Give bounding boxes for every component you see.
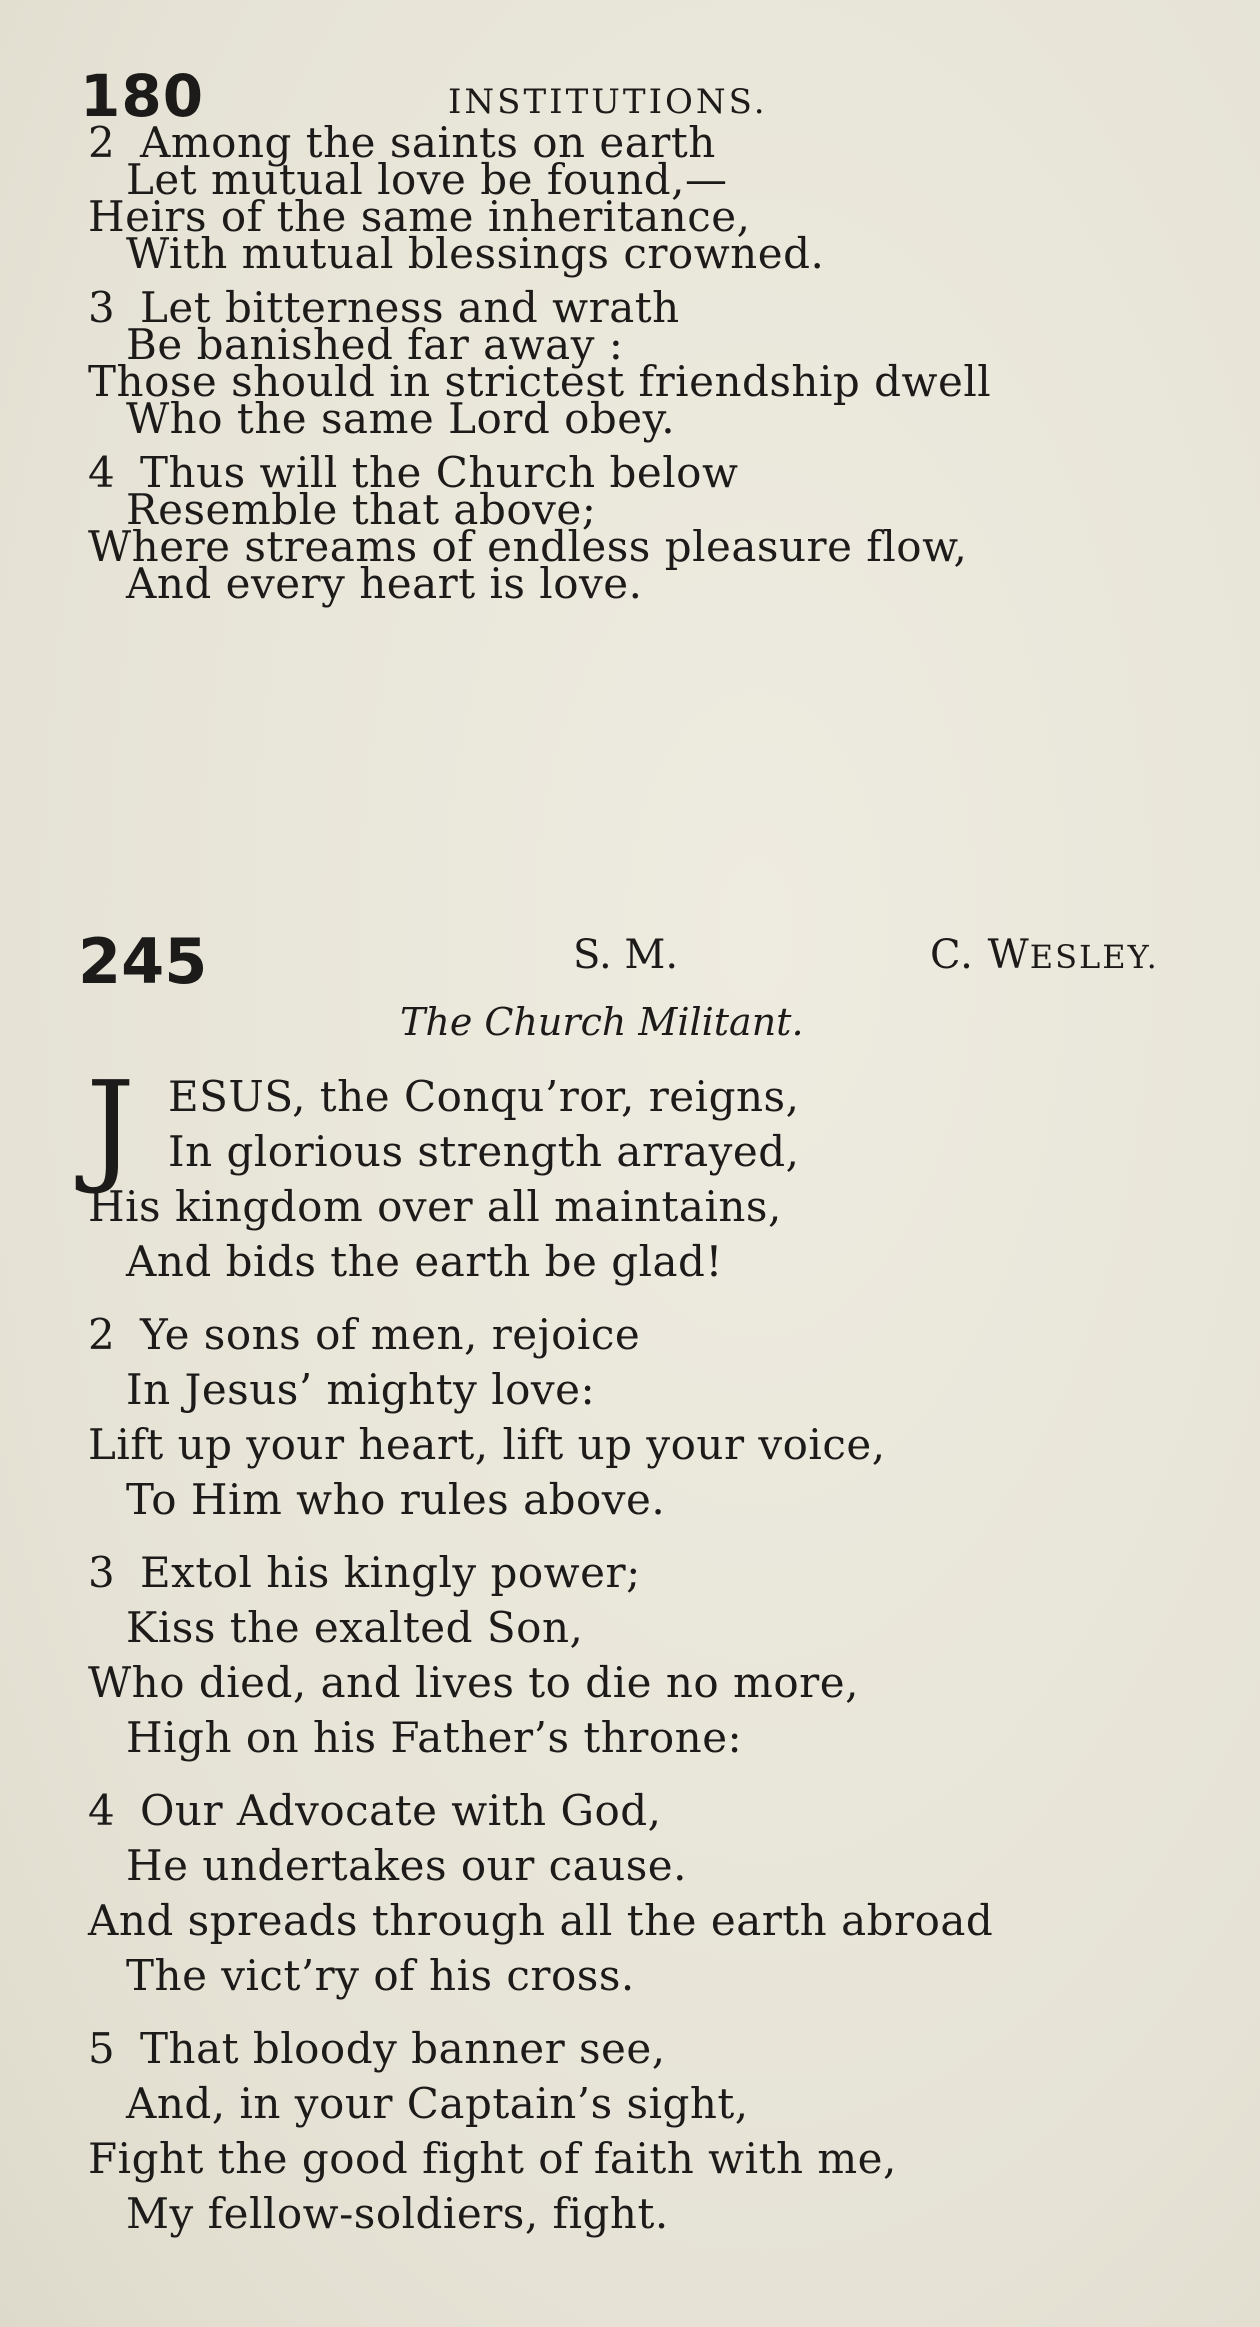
verse-line: In Jesus’ mighty love: — [126, 1365, 596, 1414]
verse-line: ESUS, the Conqu’ror, reigns, — [168, 1072, 800, 1121]
drop-cap: J — [86, 1055, 135, 1197]
verse-line: His kingdom over all maintains, — [88, 1182, 782, 1231]
verse-number: 3 — [88, 283, 116, 332]
verse-line: Those should in strictest friendship dwell — [88, 357, 992, 406]
verse-line: Where streams of endless pleasure flow, — [88, 522, 968, 571]
verse-line: Who the same Lord obey. — [126, 394, 676, 443]
hymn-number: 245 — [78, 925, 208, 998]
running-head: INSTITUTIONS. — [448, 82, 768, 122]
verse-number: 4 — [88, 1786, 116, 1835]
verse-line: To Him who rules above. — [126, 1475, 666, 1524]
verse-line: 4 Our Advocate with God, — [88, 1786, 662, 1835]
verse-line: With mutual blessings crowned. — [126, 229, 825, 278]
verse-line: 3 Let bitterness and wrath — [88, 283, 680, 332]
page-number: 180 — [80, 62, 205, 130]
verse-line: 3 Extol his kingly power; — [88, 1548, 641, 1597]
hymn-meter: S. M. — [573, 932, 679, 978]
verse-line: High on his Father’s throne: — [126, 1713, 743, 1762]
verse-line: Lift up your heart, lift up your voice, — [88, 1420, 886, 1469]
verse-line: He undertakes our cause. — [126, 1841, 688, 1890]
hymn-title: The Church Militant. — [400, 1000, 804, 1044]
verse-number: 2 — [88, 1310, 116, 1359]
verse-line: And every heart is love. — [126, 559, 643, 608]
verse-line: Heirs of the same inheritance, — [88, 192, 751, 241]
verse-line: Resemble that above; — [126, 485, 597, 534]
verse-number: 3 — [88, 1548, 116, 1597]
verse-line: Who died, and lives to die no more, — [88, 1658, 859, 1707]
verse-line: Fight the good fight of faith with me, — [88, 2134, 897, 2183]
verse-number: 5 — [88, 2024, 116, 2073]
verse-line: The vict’ry of his cross. — [126, 1951, 635, 2000]
verse-line: 5 That bloody banner see, — [88, 2024, 666, 2073]
verse-line: 4 Thus will the Church below — [88, 448, 739, 497]
verse-line: 2 Among the saints on earth — [88, 118, 716, 167]
verse-line: And bids the earth be glad! — [126, 1237, 723, 1286]
verse-line: In glorious strength arrayed, — [168, 1127, 800, 1176]
hymn-author: C. WESLEY. — [930, 932, 1159, 978]
verse-line: My fellow-soldiers, fight. — [126, 2189, 669, 2238]
verse-line: And spreads through all the earth abroad — [88, 1896, 994, 1945]
verse-line: Be banished far away : — [126, 320, 624, 369]
verse-line: And, in your Captain’s sight, — [126, 2079, 749, 2128]
verse-number: 4 — [88, 448, 116, 497]
verse-line: Let mutual love be found,— — [126, 155, 728, 204]
verse-line: 2 Ye sons of men, rejoice — [88, 1310, 641, 1359]
verse-line: Kiss the exalted Son, — [126, 1603, 584, 1652]
verse-number: 2 — [88, 118, 116, 167]
